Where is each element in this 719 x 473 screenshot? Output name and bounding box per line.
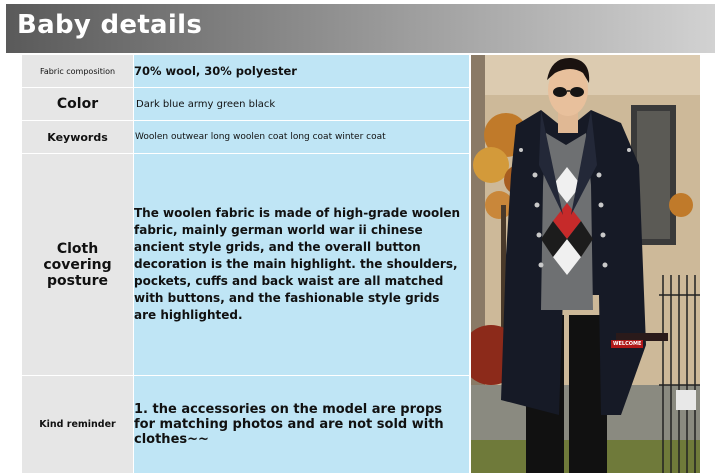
column-divider	[133, 55, 134, 473]
welcome-sign: WELCOME	[613, 341, 642, 347]
row-value: Dark blue army green black	[136, 98, 276, 110]
row-value: 1. the accessories on the model are props for matching photos and are not sold with clothes~~	[134, 402, 444, 447]
row-label: Cloth covering posture	[22, 154, 133, 375]
table-row	[22, 154, 469, 375]
row-label: Kind reminder	[22, 376, 133, 473]
model-photo	[471, 55, 700, 473]
table-row	[22, 121, 469, 153]
table-row	[22, 376, 469, 473]
row-value: Woolen outwear long woolen coat long coat winter coat	[135, 132, 386, 142]
row-value: The woolen fabric is made of high-grade woolen fabric, mainly german world war ii chinese ancient style grids, and the overall button decoration is the main highlight. the shoulders, pockets, cuffs and back waist are all matched with buttons, and the fashionable style grids are highlighted.	[134, 206, 461, 322]
row-label: Color	[22, 88, 133, 120]
row-value: 70% wool, 30% polyester	[134, 64, 297, 78]
page-title: Baby details	[17, 10, 203, 40]
row-label: Keywords	[22, 121, 133, 153]
model-illustration	[471, 55, 700, 473]
row-label: Fabric composition	[22, 55, 133, 87]
details-table	[22, 55, 469, 473]
header-banner	[6, 4, 715, 53]
table-row	[22, 88, 469, 120]
table-row	[22, 55, 469, 87]
